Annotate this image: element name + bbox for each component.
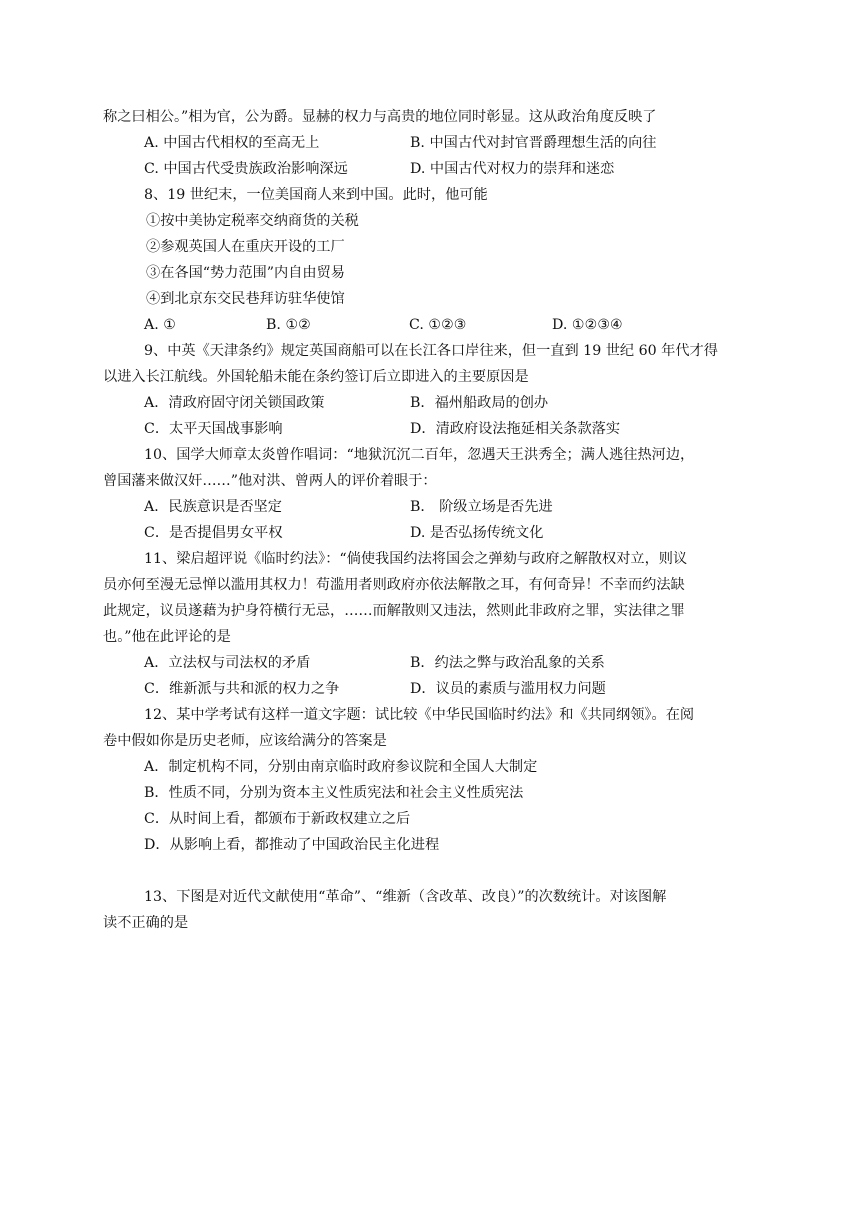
q8-option-a: A. ① — [144, 317, 176, 333]
q12-option-c: C．从时间上看，都颁布于新政权建立之后 — [144, 811, 411, 827]
q11-stem-line-1: 11、梁启超评说《临时约法》：“倘使我国约法将国会之弹劾与政府之解散权对立，则议 — [144, 551, 688, 567]
q11-stem-line-2: 员亦何至漫无忌惮以滥用其权力！苟滥用者则政府亦依法解散之耳，有何奇异！不幸而约法缺 — [103, 577, 685, 593]
q8-item-4: ④到北京东交民巷拜访驻华使馆 — [146, 291, 345, 307]
q7-options-row-2 — [144, 159, 780, 179]
q13-stem-line-2: 读不正确的是 — [103, 915, 189, 931]
q7-option-a: A. 中国古代相权的至高无上 — [144, 135, 320, 151]
q8-option-c: C. ①②③ — [409, 317, 467, 333]
q10-option-a: A．民族意识是否坚定 — [144, 499, 282, 515]
q7-options-row-1 — [144, 133, 780, 153]
q12-option-b: B．性质不同，分别为资本主义性质宪法和社会主义性质宪法 — [144, 785, 524, 801]
q11-option-b: B．约法之弊与政治乱象的关系 — [410, 655, 605, 671]
q11-stem-line-3: 此规定，议员遂藉为护身符横行无忌，……而解散则又违法，然则此非政府之罪，实法律之罪 — [103, 603, 685, 619]
q9-option-b: B．福州船政局的创办 — [410, 395, 549, 411]
q10-stem-line-2: 曾国藩来做汉奸……”他对洪、曾两人的评价着眼于： — [103, 473, 437, 489]
q9-stem-line-1: 9、中英《天津条约》规定英国商船可以在长江各口岸往来，但一直到 19 世纪 60 年代才得 — [144, 343, 718, 359]
q10-option-d: D. 是否弘扬传统文化 — [410, 525, 544, 541]
q11-option-c: C．维新派与共和派的权力之争 — [144, 681, 340, 697]
q11-stem-line-4: 也。”他在此评论的是 — [103, 629, 231, 645]
q7-stem-continuation: 称之曰相公。”相为官，公为爵。显赫的权力与高贵的地位同时彰显。这从政治角度反映了 — [103, 109, 657, 125]
q9-option-d: D．清政府设法拖延相关条款落实 — [410, 421, 621, 437]
q11-options-row-2 — [144, 679, 780, 699]
q11-option-a: A．立法权与司法权的矛盾 — [144, 655, 311, 671]
q12-option-d: D．从影响上看，都推动了中国政治民主化进程 — [144, 837, 440, 853]
q8-item-3: ③在各国“势力范围”内自由贸易 — [146, 265, 345, 281]
q13-stem-line-1: 13、下图是对近代文献使用“革命”、“维新（含改革、改良）”的次数统计。对该图解 — [144, 889, 667, 905]
q10-options-row-1 — [144, 497, 780, 517]
q9-option-c: C．太平天国战事影响 — [144, 421, 283, 437]
q12-stem-line-2: 卷中假如你是历史老师，应该给满分的答案是 — [103, 733, 387, 749]
q8-option-d: D. ①②③④ — [552, 317, 623, 333]
q10-stem-line-1: 10、国学大师章太炎曾作唱词：“地狱沉沉二百年，忽遇天王洪秀全；满人逃往热河边， — [144, 447, 695, 463]
q8-option-b: B. ①② — [266, 317, 311, 333]
q8-item-2: ②参观英国人在重庆开设的工厂 — [146, 239, 345, 255]
q9-options-row-1 — [144, 393, 780, 413]
q12-option-a: A．制定机构不同，分别由南京临时政府参议院和全国人大制定 — [144, 759, 538, 775]
q9-stem-line-2: 以进入长江航线。外国轮船未能在条约签订后立即进入的主要原因是 — [103, 369, 529, 385]
q8-stem: 8、19 世纪末，一位美国商人来到中国。此时，他可能 — [144, 187, 488, 203]
q11-options-row-1 — [144, 653, 780, 673]
q10-option-b: B． 阶级立场是否先进 — [410, 499, 553, 515]
q10-options-row-2 — [144, 523, 780, 543]
q9-options-row-2 — [144, 419, 780, 439]
q12-stem-line-1: 12、某中学考试有这样一道文字题：试比较《中华民国临时约法》和《共同纲领》。在阅 — [144, 707, 695, 723]
q9-option-a: A．清政府固守闭关锁国政策 — [144, 395, 325, 411]
q11-option-d: D．议员的素质与滥用权力问题 — [410, 681, 606, 697]
q7-option-d: D. 中国古代对权力的崇拜和迷恋 — [410, 161, 615, 177]
q8-item-1: ①按中美协定税率交纳商货的关税 — [146, 213, 359, 229]
q8-options-row — [144, 315, 780, 335]
q7-option-c: C. 中国古代受贵族政治影响深远 — [144, 161, 348, 177]
q7-option-b: B. 中国古代对封官晋爵理想生活的向往 — [410, 135, 657, 151]
q10-option-c: C．是否提倡男女平权 — [144, 525, 283, 541]
